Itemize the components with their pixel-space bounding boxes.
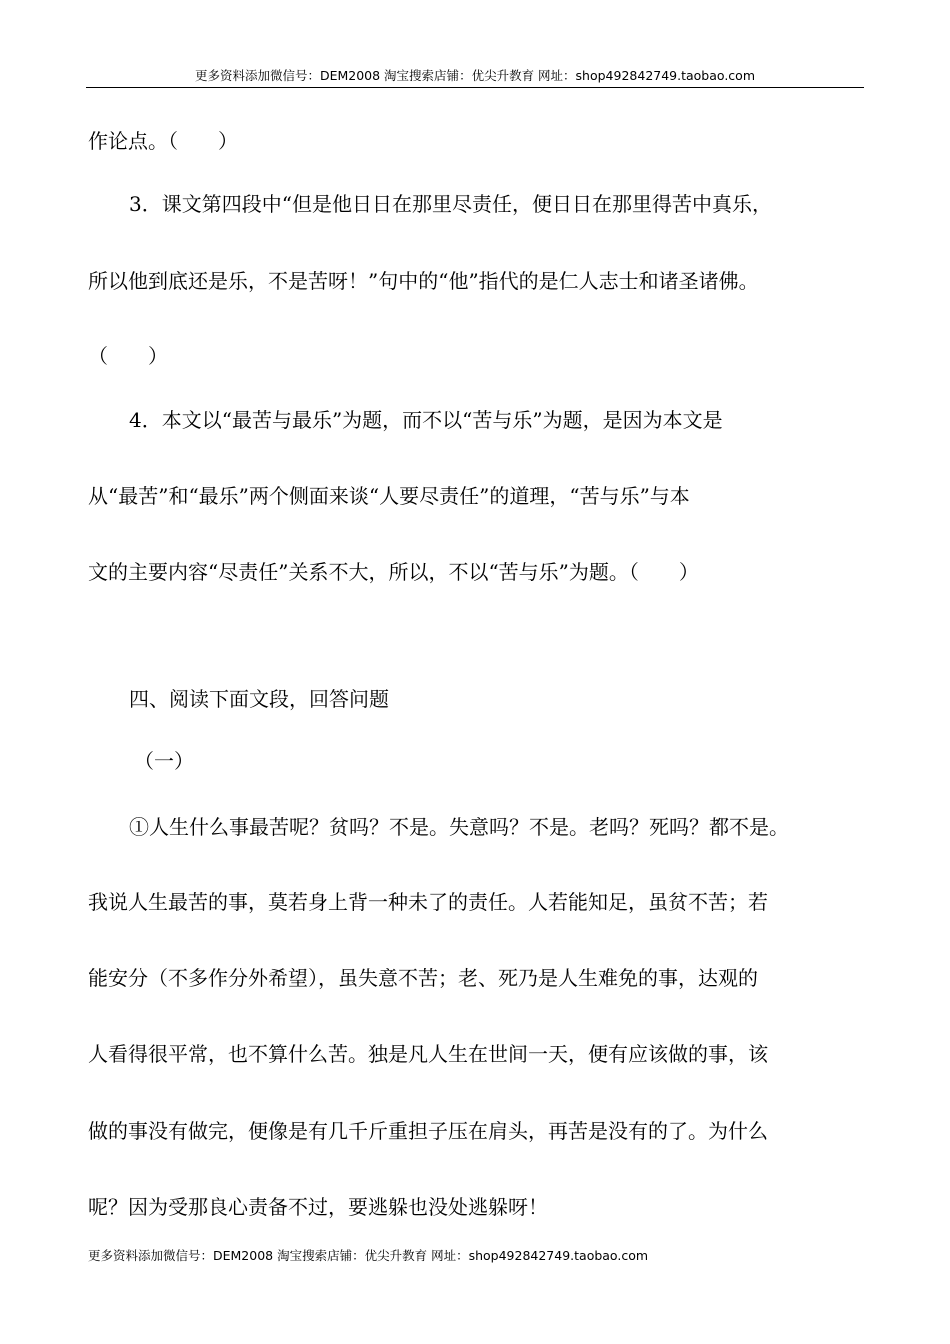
passage-line-3: 能安分（不多作分外希望），虽失意不苦；老、死乃是人生难免的事，达观的 <box>88 966 758 990</box>
text-line-continuation: 作论点。（ ） <box>88 129 238 153</box>
question-4-line-1: 4．本文以“最苦与最乐”为题，而不以“苦与乐”为题，是因为本文是 <box>129 408 723 432</box>
passage-line-5: 做的事没有做完，便像是有几千斤重担子压在肩头，再苦是没有的了。为什么 <box>88 1119 768 1143</box>
subsection-label: （一） <box>134 749 194 773</box>
question-3-line-1: 3．课文第四段中“但是他日日在那里尽责任，便日日在那里得苦中真乐， <box>129 192 772 216</box>
question-4-line-3: 文的主要内容“尽责任”关系不大，所以，不以“苦与乐”为题。（ ） <box>88 560 699 584</box>
passage-line-1: ①人生什么事最苦呢？贫吗？不是。失意吗？不是。老吗？死吗？都不是。 <box>129 815 789 839</box>
question-3-line-2: 所以他到底还是乐，不是苦呀！”句中的“他”指代的是仁人志士和诸圣诸佛。 <box>88 269 759 293</box>
header-rule <box>86 87 864 88</box>
passage-line-2: 我说人生最苦的事，莫若身上背一种未了的责任。人若能知足，虽贫不苦；若 <box>88 890 768 914</box>
question-4-line-2: 从“最苦”和“最乐”两个侧面来谈“人要尽责任”的道理，“苦与乐”与本 <box>88 484 690 508</box>
section-heading: 四、阅读下面文段，回答问题 <box>129 687 389 711</box>
passage-line-6: 呢？因为受那良心责备不过，要逃躲也没处逃躲呀！ <box>88 1195 548 1219</box>
page-header: 更多资料添加微信号：DEM2008 淘宝搜索店铺：优尖升教育 网址：shop492842749.taobao.com <box>194 68 756 83</box>
passage-line-4: 人看得很平常，也不算什么苦。独是凡人生在世间一天，便有应该做的事，该 <box>88 1042 768 1066</box>
page-footer: 更多资料添加微信号：DEM2008 淘宝搜索店铺：优尖升教育 网址：shop492842749.taobao.com <box>88 1248 649 1263</box>
question-3-answer-blank: （ ） <box>88 344 168 368</box>
